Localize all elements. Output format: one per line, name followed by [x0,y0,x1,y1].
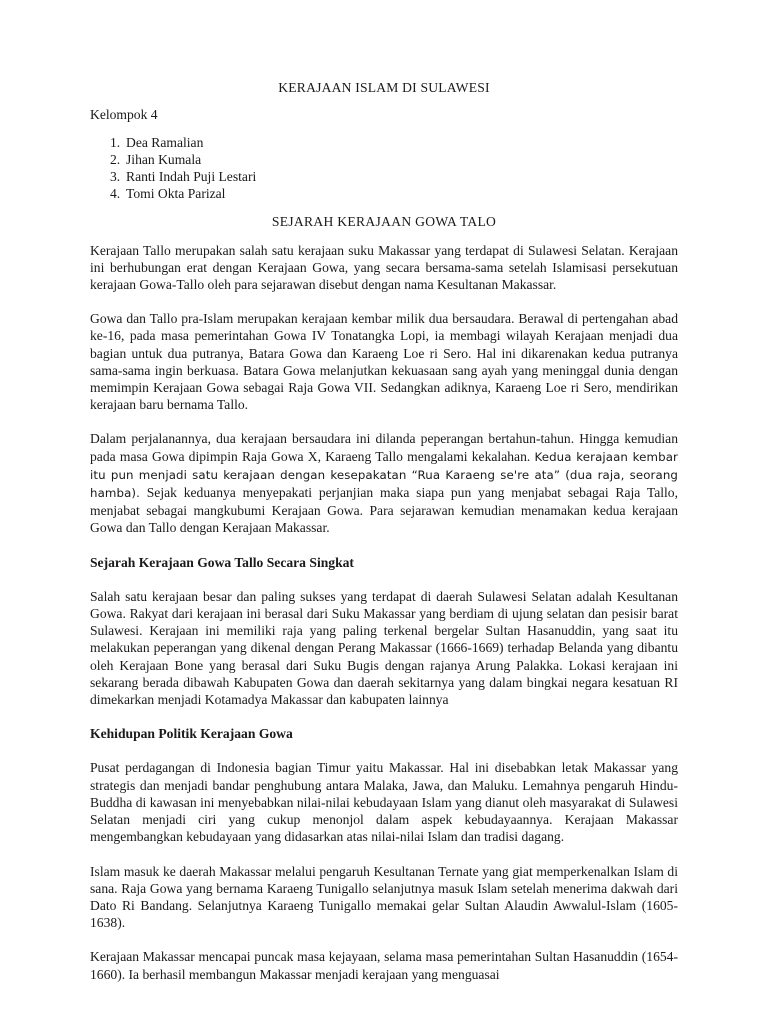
member-number: 2. [110,152,121,168]
member-list [90,134,678,202]
member-number: 1. [110,135,121,151]
member-item [90,151,678,168]
paragraph-war-part: Dalam perjalanannya, dua kerajaan bersaudara ini dilanda peperangan bertahun-tahun. Hingga kemudian pada masa Gowa dipimpin Raja Gowa X, Karaeng Tallo mengalami kekalahan. [90,431,678,464]
section-subtitle: SEJARAH KERAJAAN GOWA TALO [271,214,497,230]
paragraph-gowa-tallo-origin: Gowa dan Tallo pra-Islam merupakan kerajaan kembar milik dua bersaudara. Berawal di pertengahan abad ke-16, pada masa pemerintahan Gowa IV Tonatangka Lopi, ia membagi wilayah Kerajaan menjadi dua bagian untuk dua putranya, Batara Gowa dan Karaeng Loe ri Sero. Hal ini dikarenakan kedua putranya sama-sama ingin berkuasa. Batara Gowa melanjutkan kekuasaan sang ayah yang meninggal dunia dengan memimpin Kerajaan Gowa sebagai Raja Gowa VII. Sedangkan adiknya, Karaeng Loe ri Sero, mendirikan kerajaan baru bernama Tallo. [90,311,678,413]
paragraph-tallo-intro: Kerajaan Tallo merupakan salah satu kerajaan suku Makassar yang terdapat di Sulawesi Selatan. Kerajaan ini berhubungan erat dengan Kerajaan Gowa, yang secara bersama-sama setelah Islamisasi persekutuan kerajaan Gowa-Tallo oleh para sejarawan disebut dengan nama Kesultanan Makassar. [90,242,678,293]
heading-sejarah-singkat: Sejarah Kerajaan Gowa Tallo Secara Singkat [90,554,354,570]
paragraph-gowa-tallo-war [90,430,678,536]
heading-kehidupan-politik: Kehidupan Politik Kerajaan Gowa [90,726,293,742]
member-name: Dea Ramalian [126,135,204,151]
group-label: Kelompok 4 [90,107,158,123]
document-title: KERAJAAN ISLAM DI SULAWESI [278,80,490,95]
member-item [90,185,678,202]
paragraph-puncak-kejayaan: Kerajaan Makassar mencapai puncak masa kejayaan, selama masa pemerintahan Sultan Hasanuddin (1654-1660). Ia berhasil membangun Makassar menjadi kerajaan yang menguasai [90,949,678,982]
member-name: Ranti Indah Puji Lestari [126,169,257,185]
member-number: 4. [110,186,121,202]
member-name: Tomi Okta Parizal [126,186,226,202]
paragraph-pusat-perdagangan: Pusat perdagangan di Indonesia bagian Timur yaitu Makassar. Hal ini disebabkan letak Makassar yang strategis dan menjadi bandar penghubung antara Malaka, Jawa, dan Maluku. Lemahnya pengaruh Hindu-Buddha di kawasan ini menyebabkan nilai-nilai kebudayaan Islam yang dianut oleh masyarakat di Sulawesi Selatan menjadi ciri yang cukup menonjol dalam aspek kebudayaannya. Kerajaan Makassar mengembangkan kebudayaan yang didasarkan atas nilai-nilai Islam dan tradisi dagang. [90,760,678,845]
member-item [90,168,678,185]
paragraph-makassar-part: Sejak keduanya menyepakati perjanjian maka siapa pun yang menjabat sebagai Raja Tallo, menjabat sebagai mangkubumi Kerajaan Gowa. Para sejarawan kemudian menamakan kedua kerajaan Gowa dan Tallo dengan Kerajaan Makassar. [90,485,678,536]
paragraph-islam-masuk: Islam masuk ke daerah Makassar melalui pengaruh Kesultanan Ternate yang giat memperkenalkan Islam di sana. Raja Gowa yang bernama Karaeng Tunigallo selanjutnya masuk Islam setelah menerima dakwah dari Dato Ri Bandang. Selanjutnya Karaeng Tunigallo memakai gelar Sultan Alaudin Awwalul-Islam (1605-1638). [90,863,678,931]
paragraph-kesultanan-gowa: Salah satu kerajaan besar dan paling sukses yang terdapat di daerah Sulawesi Selatan adalah Kesultanan Gowa. Rakyat dari kerajaan ini berasal dari Suku Makassar yang berdiam di ujung selatan dan pesisir barat Sulawesi. Kerajaan ini memiliki raja yang paling terkenal bergelar Sultan Hasanuddin, yang saat itu melakukan peperangan yang dikenal dengan Perang Makassar (1666-1669) terhadap Belanda yang dibantu oleh Kerajaan Bone yang berasal dari Suku Bugis dengan rajanya Arung Palakka. Lokasi kerajaan ini sekarang berada dibawah Kabupaten Gowa dan daerah sekitarnya yang dalam bingkai negara kesatuan RI dimekarkan menjadi Kotamadya Makassar dan kabupaten lainnya [90,588,678,708]
member-item [90,134,678,151]
document-content [90,79,678,1000]
member-name: Jihan Kumala [126,152,202,168]
paragraph-agreement-part: Kedua kerajaan kembar itu pun menjadi satu kerajaan dengan kesepakatan “Rua Karaeng se're ata” (dua raja, seorang hamba). [90,449,678,501]
member-number: 3. [110,169,121,185]
